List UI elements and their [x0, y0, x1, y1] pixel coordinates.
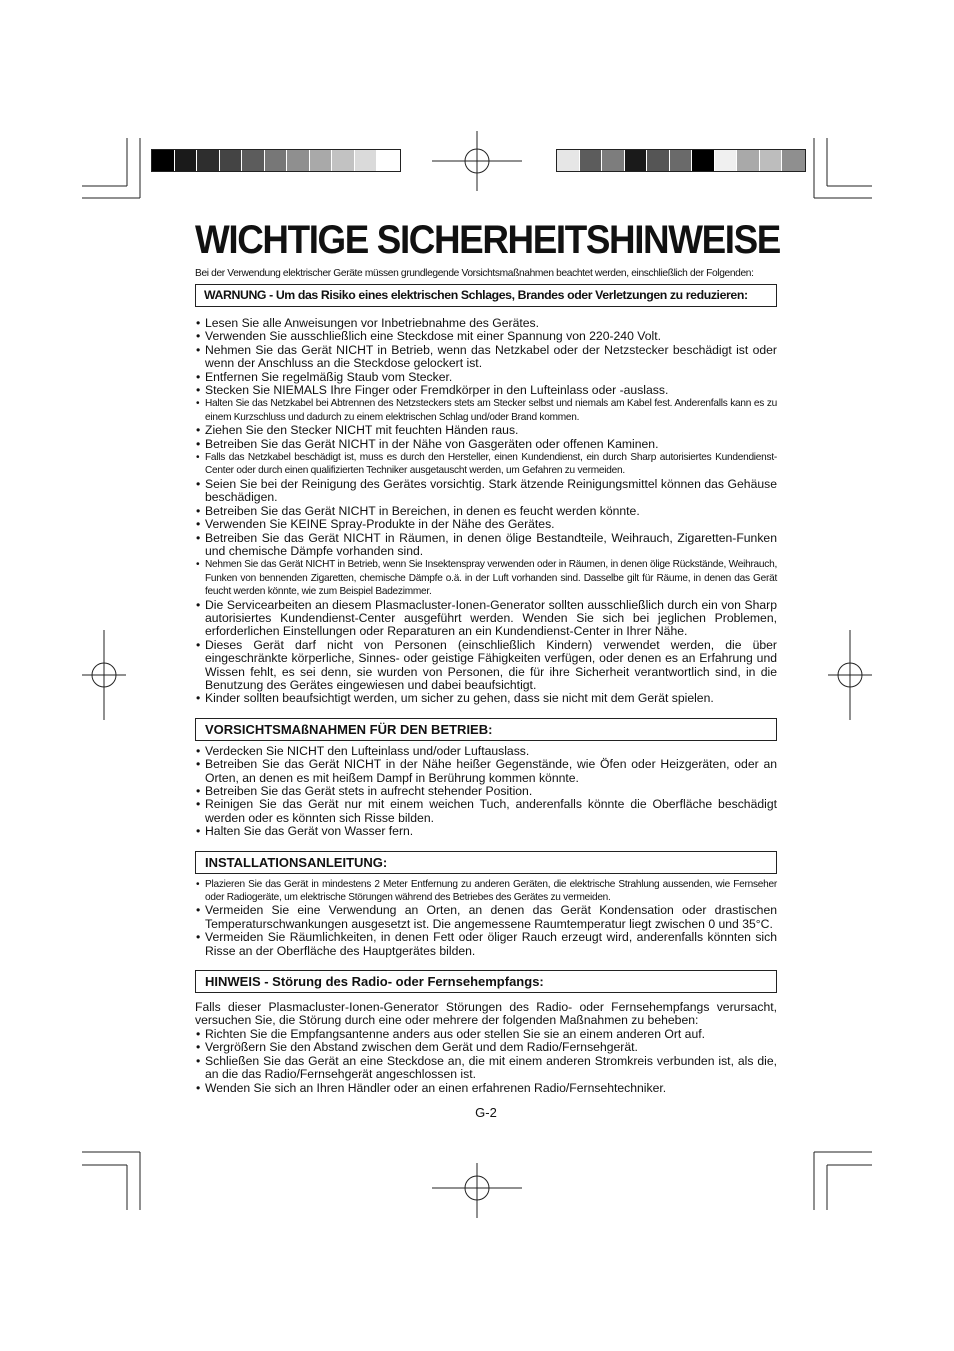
color-swatch — [782, 150, 805, 171]
list-item: • Betreiben Sie das Gerät NICHT in Bereichen, in denen es feucht werden könnte. — [195, 505, 777, 518]
list-item: • Seien Sie bei der Reinigung des Gerätes vorsichtig. Stark ätzende Reinigungsmittel können das Gehäuse beschädigen. — [195, 478, 777, 505]
list-item: • Falls das Netzkabel beschädigt ist, muss es durch den Hersteller, einen Kundendienst, ein durch Sharp autorisiertes Kundendienst-Center oder durch einen qualifizierten Techniker ausgetauscht werden, um Gefahren zu vermeiden. — [195, 451, 777, 478]
color-swatch — [175, 150, 198, 171]
color-swatch — [715, 150, 738, 171]
list-item: • Dieses Gerät darf nicht von Personen (einschließlich Kindern) verwendet werden, die über eingeschränkte körperliche, Sinnes- oder geistige Fähigkeiten verfügen, oder denen es an Erfahrung und Wissen fehlt, es sei denn, sie wurden von Personen, die für ihre Sicherheit verantwortlich sind, in die Benutzung des Gerätes eingewiesen und dabei beaufsichtigt. — [195, 639, 777, 693]
list-item: • Nehmen Sie das Gerät NICHT in Betrieb, wenn das Netzkabel oder der Netzstecker beschädigt ist oder wenn der Anschluss an die Steckdose gelockert ist. — [195, 344, 777, 371]
color-swatch — [737, 150, 760, 171]
list-item: • Verwenden Sie KEINE Spray-Produkte in der Nähe des Gerätes. — [195, 518, 777, 531]
list-item: • Halten Sie das Gerät von Wasser fern. — [195, 825, 777, 838]
warning-list — [195, 317, 777, 706]
installation-heading: INSTALLATIONSANLEITUNG: — [195, 851, 777, 874]
color-swatch — [287, 150, 310, 171]
operation-heading: VORSICHTSMAßNAHMEN FÜR DEN BETRIEB: — [195, 718, 777, 741]
color-swatch — [377, 150, 400, 171]
list-item: • Nehmen Sie das Gerät NICHT in Betrieb, wenn Sie Insektenspray verwenden oder in Räumen, in denen ölige Rückstände, Weihrauch, Funken von bennenden Zigaretten, chemische Dämpfe o.ä. in der Luft vorhanden sind. Dasselbe gilt für Räume, in denen das Gerät feucht werden könnte, wie zum Beispiel Badezimmer. — [195, 558, 777, 598]
color-swatch — [152, 150, 175, 171]
list-item: • Vermeiden Sie Räumlichkeiten, in denen Fett oder öliger Rauch erzeugt wird, anderenfalls könnten sich Risse an der Oberfläche des Hauptgerätes bilden. — [195, 931, 777, 958]
list-item: • Stecken Sie NIEMALS Ihre Finger oder Fremdkörper in den Lufteinlass oder -auslass. — [195, 384, 777, 397]
intro-text: Bei der Verwendung elektrischer Geräte müssen grundlegende Vorsichtsmaßnahmen beachtet werden, einschließlich der Folgenden: — [195, 268, 754, 279]
color-swatch — [242, 150, 265, 171]
list-item: • Betreiben Sie das Gerät NICHT in der Nähe heißer Gegenstände, wie Öfen oder Heizgeräten, oder an Orten, an denen es mit heißem Dampf in Berührung kommen könnte. — [195, 758, 777, 785]
list-item: • Reinigen Sie das Gerät nur mit einem weichen Tuch, anderenfalls könnte die Oberfläche beschädigt werden oder es könnten sich Risse bilden. — [195, 798, 777, 825]
color-calibration-bar-left — [151, 149, 401, 172]
list-item: • Betreiben Sie das Gerät stets in aufrecht stehender Position. — [195, 785, 777, 798]
color-swatch — [625, 150, 648, 171]
note-heading: HINWEIS - Störung des Radio- oder Fernsehempfangs: — [195, 970, 777, 993]
list-item: • Ziehen Sie den Stecker NICHT mit feuchten Händen raus. — [195, 424, 777, 437]
list-item: • Die Servicearbeiten an diesem Plasmacluster-Ionen-Generator sollten ausschließlich durch ein von Sharp autorisiertes Kundendienst-Center ausgeführt werden. Wenden Sie sich bei jeglichen Problemen, erforderlichen Einstellungen oder Reparaturen an ein Kundendienst-Center in Ihrer Nähe. — [195, 599, 777, 639]
color-swatch — [692, 150, 715, 171]
list-item: • Verdecken Sie NICHT den Lufteinlass und/oder Luftauslass. — [195, 745, 777, 758]
color-swatch — [355, 150, 378, 171]
page-title: WICHTIGE SICHERHEITSHINWEISE — [195, 218, 780, 262]
color-swatch — [265, 150, 288, 171]
color-swatch — [760, 150, 783, 171]
operation-list — [195, 745, 777, 839]
color-swatch — [580, 150, 603, 171]
list-item: • Plazieren Sie das Gerät in mindestens 2 Meter Entfernung zu anderen Geräten, die elektrische Strahlung aussenden, wie Fernseher oder Radiogeräte, um elektrische Störungen während des Betriebes des Gerätes zu vermeiden. — [195, 878, 777, 905]
color-swatch — [557, 150, 580, 171]
color-swatch — [310, 150, 333, 171]
list-item: • Lesen Sie alle Anweisungen vor Inbetriebnahme des Gerätes. — [195, 317, 777, 330]
color-swatch — [647, 150, 670, 171]
color-swatch — [332, 150, 355, 171]
note-intro: Falls dieser Plasmacluster-Ionen-Generator Störungen des Radio- oder Fernsehempfangs verursacht, versuchen Sie, die Störung durch eine oder mehrere der folgenden Maßnahmen zu beheben: — [195, 1000, 777, 1028]
list-item: • Entfernen Sie regelmäßig Staub vom Stecker. — [195, 371, 777, 384]
list-item: • Vermeiden Sie eine Verwendung an Orten, an denen das Gerät Kondensation oder drastischen Temperaturschwankungen ausgesetzt ist. Die angemessene Raumtemperatur liegt zwischen 0 und 35°C. — [195, 904, 777, 931]
installation-list — [195, 878, 777, 958]
list-item: • Vergrößern Sie den Abstand zwischen dem Gerät und dem Radio/Fernsehgerät. — [195, 1041, 777, 1054]
color-swatch — [670, 150, 693, 171]
list-item: • Wenden Sie sich an Ihren Händler oder an einen erfahrenen Radio/Fernsehtechniker. — [195, 1082, 777, 1095]
list-item: • Kinder sollten beaufsichtigt werden, um sicher zu gehen, dass sie nicht mit dem Gerät spielen. — [195, 692, 777, 705]
list-item: • Schließen Sie das Gerät an eine Steckdose an, die mit einem anderen Stromkreis verbunden ist, als die, an die das Radio/Fernsehgerät angeschlossen ist. — [195, 1055, 777, 1082]
list-item: • Richten Sie die Empfangsantenne anders aus oder stellen Sie sie an einem anderen Ort auf. — [195, 1028, 777, 1041]
list-item: • Betreiben Sie das Gerät NICHT in der Nähe von Gasgeräten oder offenen Kaminen. — [195, 438, 777, 451]
color-calibration-bar-right — [556, 149, 806, 172]
note-list — [195, 1028, 777, 1095]
color-swatch — [602, 150, 625, 171]
color-swatch — [197, 150, 220, 171]
warning-heading: WARNUNG - Um das Risiko eines elektrischen Schlages, Brandes oder Verletzungen zu reduzieren: — [195, 284, 777, 307]
list-item: • Halten Sie das Netzkabel bei Abtrennen des Netzsteckers stets am Stecker selbst und niemals am Kabel fest. Anderenfalls kann es zu einem Kurzschluss und dadurch zu einem elektrischen Schlag und/oder Brand kommen. — [195, 397, 777, 424]
list-item: • Betreiben Sie das Gerät NICHT in Räumen, in denen ölige Bestandteile, Weihrauch, Zigaretten-Funken und chemische Dämpfe vorhanden sind. — [195, 532, 777, 559]
color-swatch — [220, 150, 243, 171]
list-item: • Verwenden Sie ausschließlich eine Steckdose mit einer Spannung von 220-240 Volt. — [195, 330, 777, 343]
page-number: G-2 — [475, 1104, 497, 1120]
page-content — [195, 218, 780, 1120]
